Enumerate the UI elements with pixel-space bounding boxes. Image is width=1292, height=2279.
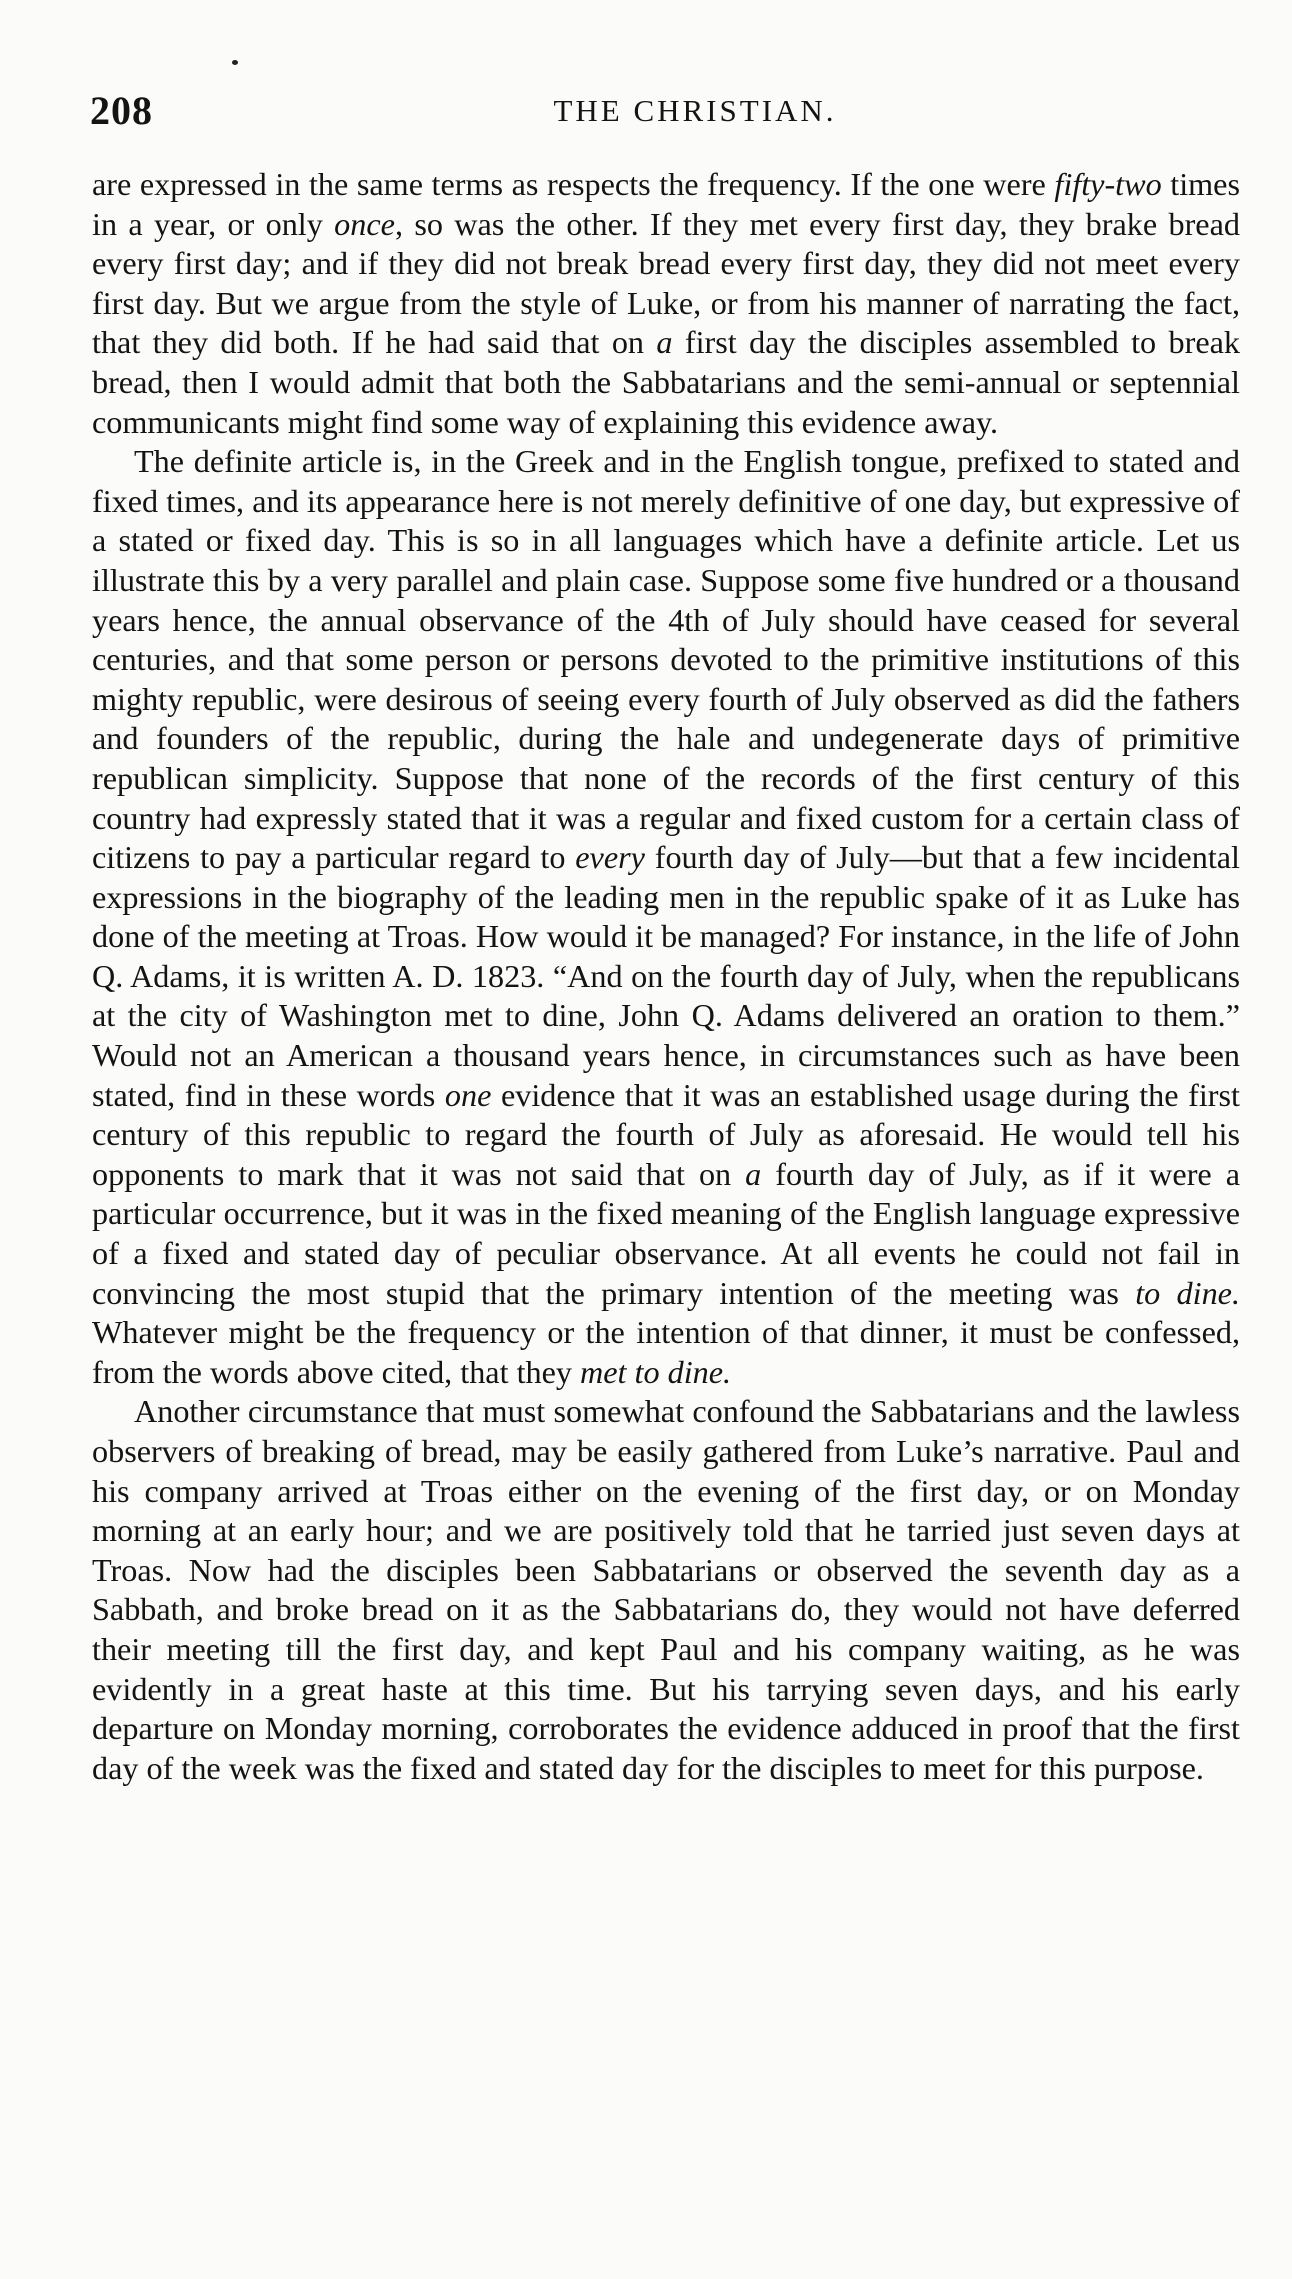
paragraph bbox=[92, 442, 1240, 1392]
running-title: THE CHRISTIAN. bbox=[553, 93, 837, 128]
text-run: times in a year, or only bbox=[92, 166, 1240, 242]
italic-text: met to dine. bbox=[580, 1353, 732, 1390]
text-run: evidence that it was an established usage during the first century of this republic to regard the fourth of July as aforesaid. He would tell his opponents to mark that it was not said that on bbox=[92, 1076, 1240, 1192]
page-number: 208 bbox=[90, 88, 153, 133]
text-run: Another circumstance that must somewhat confound the Sabbatarians and the lawless observers of breaking of bread, may be easily gathered from Luke’s narrative. Paul and his company arrived at Troas either on the evening of the first day, or on Monday morning at an early hour; and we are positively told that he tarried just seven days at Troas. Now had the disciples been Sabbatarians or observed the seventh day as a Sabbath, and broke bread on it as the Sabbatarians do, they would not have deferred their meeting till the first day, and kept Paul and his company waiting, as he was evidently in a great haste at this time. But his tarrying seven days, and his early departure on Monday morning, corroborates the evidence adduced in proof that the first day of the week was the fixed and stated day for the disciples to meet for this purpose. bbox=[92, 1393, 1240, 1786]
italic-text: fifty-two bbox=[1054, 166, 1162, 202]
text-run: fourth day of July—but that a few incidental expressions in the biography of the leading men in the republic spake of it as Luke has done of the meeting at Troas. How would it be managed? For instance, in the life of John Q. Adams, it is written A. D. 1823. “And on the fourth day of July, when the republicans at the city of Washington met to dine, John Q. Adams delivered an oration to them.” Would not an American a thousand years hence, in circumstances such as have been stated, find in these words bbox=[92, 839, 1240, 1113]
text-run: Whatever might be the frequency or the intention of that dinner, it must be confessed, from the words above cited, that they bbox=[92, 1314, 1240, 1390]
page-header bbox=[90, 86, 1220, 136]
text-run: , so was the other. If they met every first day, they brake bread every first day; and if they did not break bread every first day, they did not meet every first day. But we argue from the style of Luke, or from his manner of narrating the fact, that they did both. If he had said that on bbox=[92, 205, 1240, 361]
italic-text: a bbox=[745, 1155, 762, 1192]
text-run: The definite article is, in the Greek and in the English tongue, prefixed to stated and fixed times, and its appearance here is not merely definitive of one day, but expressive of a stated or fixed day. This is so in all languages which have a definite article. Let us illustrate this by a very parallel and plain case. Suppose some five hundred or a thousand years hence, the annual observance of the 4th of July should have ceased for several centuries, and that some person or persons devoted to the primitive institutions of this mighty republic, were desirous of seeing every fourth of July observed as did the fathers and founders of the republic, during the hale and undegenerate days of primitive republican simplicity. Suppose that none of the records of the first century of this country had expressly stated that it was a regular and fixed custom for a certain class of citizens to pay a particular regard to bbox=[92, 443, 1240, 876]
text-run: fourth day of July, as if it were a particular occurrence, but it was in the fixed meaning of the English language expressive of a fixed and stated day of peculiar observance. At all events he could not fail in convincing the most stupid that the primary intention of the meeting was bbox=[92, 1155, 1240, 1311]
paragraph bbox=[92, 165, 1240, 442]
paragraph bbox=[92, 1392, 1240, 1788]
italic-text: once bbox=[334, 205, 395, 242]
body-text bbox=[92, 165, 1240, 1788]
italic-text: one bbox=[444, 1076, 492, 1113]
italic-text: every bbox=[575, 839, 645, 876]
ink-speck bbox=[232, 60, 238, 65]
text-run: first day the disciples assembled to break bread, then I would admit that both the Sabbatarians and the semi-annual or septennial communicants might find some way of explaining this evidence away. bbox=[92, 324, 1240, 440]
italic-text: a bbox=[656, 324, 673, 361]
text-run: are expressed in the same terms as respects the frequency. If the one were bbox=[92, 166, 1055, 202]
italic-text: to dine. bbox=[1135, 1274, 1241, 1311]
